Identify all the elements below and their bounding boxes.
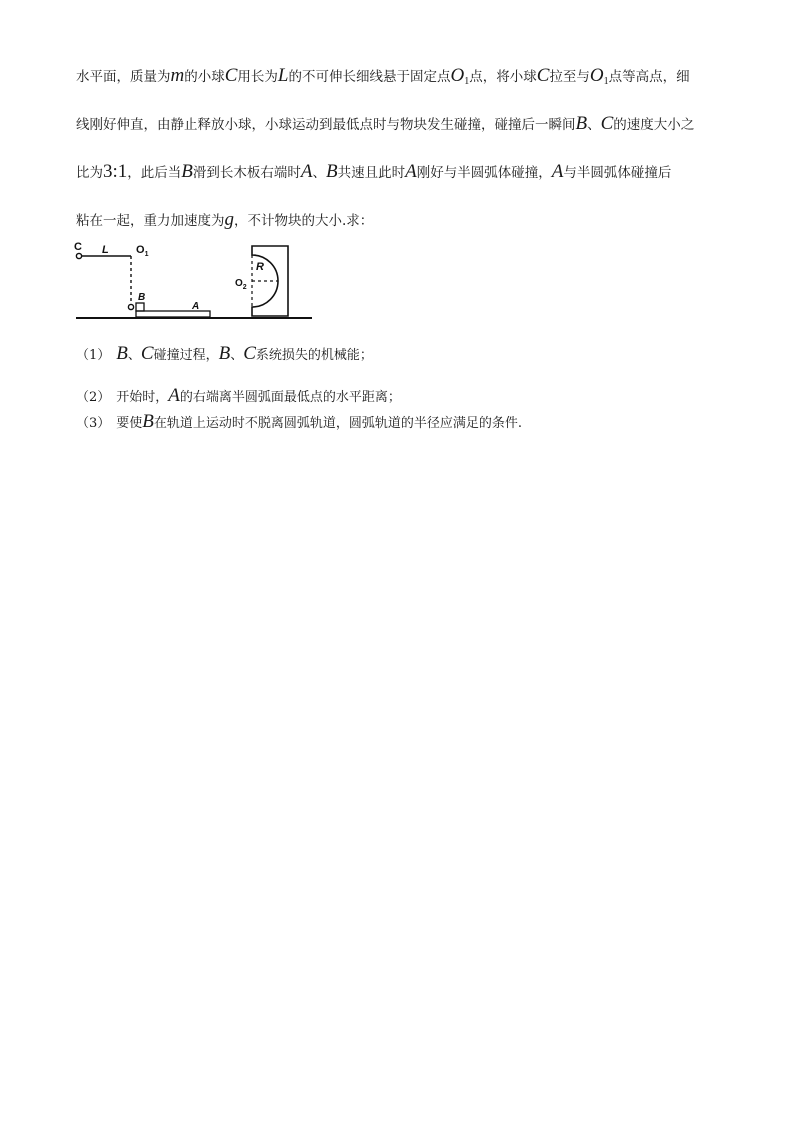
var-g: g (224, 209, 234, 230)
var-B: B (181, 161, 193, 182)
text: 开始时， (116, 390, 169, 405)
label-A: A (192, 301, 200, 312)
var-A: A (551, 161, 564, 182)
label-C: C (74, 241, 82, 253)
label-B: B (138, 292, 146, 303)
problem-line-4 (76, 210, 373, 231)
problem-line-2 (76, 114, 694, 135)
text: 、 (587, 117, 601, 133)
text: 点，将小球 (469, 69, 537, 85)
var-C: C (536, 65, 550, 86)
var-C: C (140, 343, 154, 364)
problem-line-3 (76, 162, 671, 183)
physics-diagram (74, 240, 314, 326)
ball-C-start (76, 253, 81, 258)
text: 、 (230, 348, 244, 363)
text: 共速且此时 (337, 165, 406, 181)
var-C: C (243, 343, 256, 364)
text: 碰撞过程， (153, 348, 219, 363)
label-O2: $O_2$ (235, 278, 247, 291)
problem-line-1 (76, 66, 690, 92)
label-L: L (102, 244, 109, 256)
var-O1: $O_1$ (450, 65, 470, 87)
text: 线刚好伸直，由静止释放小球，小球运动到最低点时与物块发生碰撞，碰撞后一瞬间 (76, 117, 576, 133)
text: 拉至与 (549, 69, 590, 85)
text: 、 (127, 348, 141, 363)
text: 要使 (116, 416, 143, 431)
text: ，不计物块的大小.求： (234, 213, 374, 229)
text: 与半圆弧体碰撞后 (563, 165, 672, 181)
var-O1: $O_1$ (589, 65, 609, 87)
var-C: C (600, 113, 614, 134)
var-B: B (116, 343, 128, 364)
text: 的小球 (184, 69, 225, 85)
var-A: A (300, 161, 313, 182)
text: 水平面，质量为 (76, 69, 171, 85)
text: 的速度大小之 (613, 117, 695, 133)
block-B (136, 303, 144, 311)
var-C: C (224, 65, 238, 86)
var-B: B (326, 161, 338, 182)
var-m: m (170, 65, 185, 86)
text: 刚好与半圆弧体碰撞， (416, 165, 552, 181)
text: 比为 (76, 165, 103, 181)
var-B: B (575, 113, 588, 134)
ratio: 3:1 (103, 161, 128, 182)
question-3 (76, 412, 522, 434)
text: 、 (312, 165, 326, 181)
text: 在轨道上运动时不脱离圆弧轨道，圆弧轨道的半径应满足的条件. (153, 416, 523, 431)
text: 的不可伸长细线悬于固定点 (288, 69, 451, 85)
label-R: R (256, 261, 264, 273)
var-A: A (168, 385, 180, 406)
question-1 (76, 344, 373, 366)
var-B: B (142, 411, 154, 432)
text: 滑到长木板右端时 (192, 165, 301, 181)
var-L: L (277, 65, 289, 86)
question-number: （1） (76, 348, 111, 363)
var-B: B (218, 343, 231, 364)
text: 点等高点，细 (608, 69, 690, 85)
question-number: （2） (76, 390, 111, 405)
question-2 (76, 386, 401, 408)
label-O1: $O_1$ (136, 244, 149, 258)
text: 粘在一起，重力加速度为 (76, 213, 225, 229)
text: 的右端离半圆弧面最低点的水平距离； (179, 390, 401, 405)
question-number: （3） (76, 416, 111, 431)
var-A: A (405, 161, 417, 182)
text: 用长为 (237, 69, 278, 85)
text: 系统损失的机械能； (255, 348, 373, 363)
text: ，此后当 (127, 165, 182, 181)
ball-C-bottom (128, 304, 133, 309)
